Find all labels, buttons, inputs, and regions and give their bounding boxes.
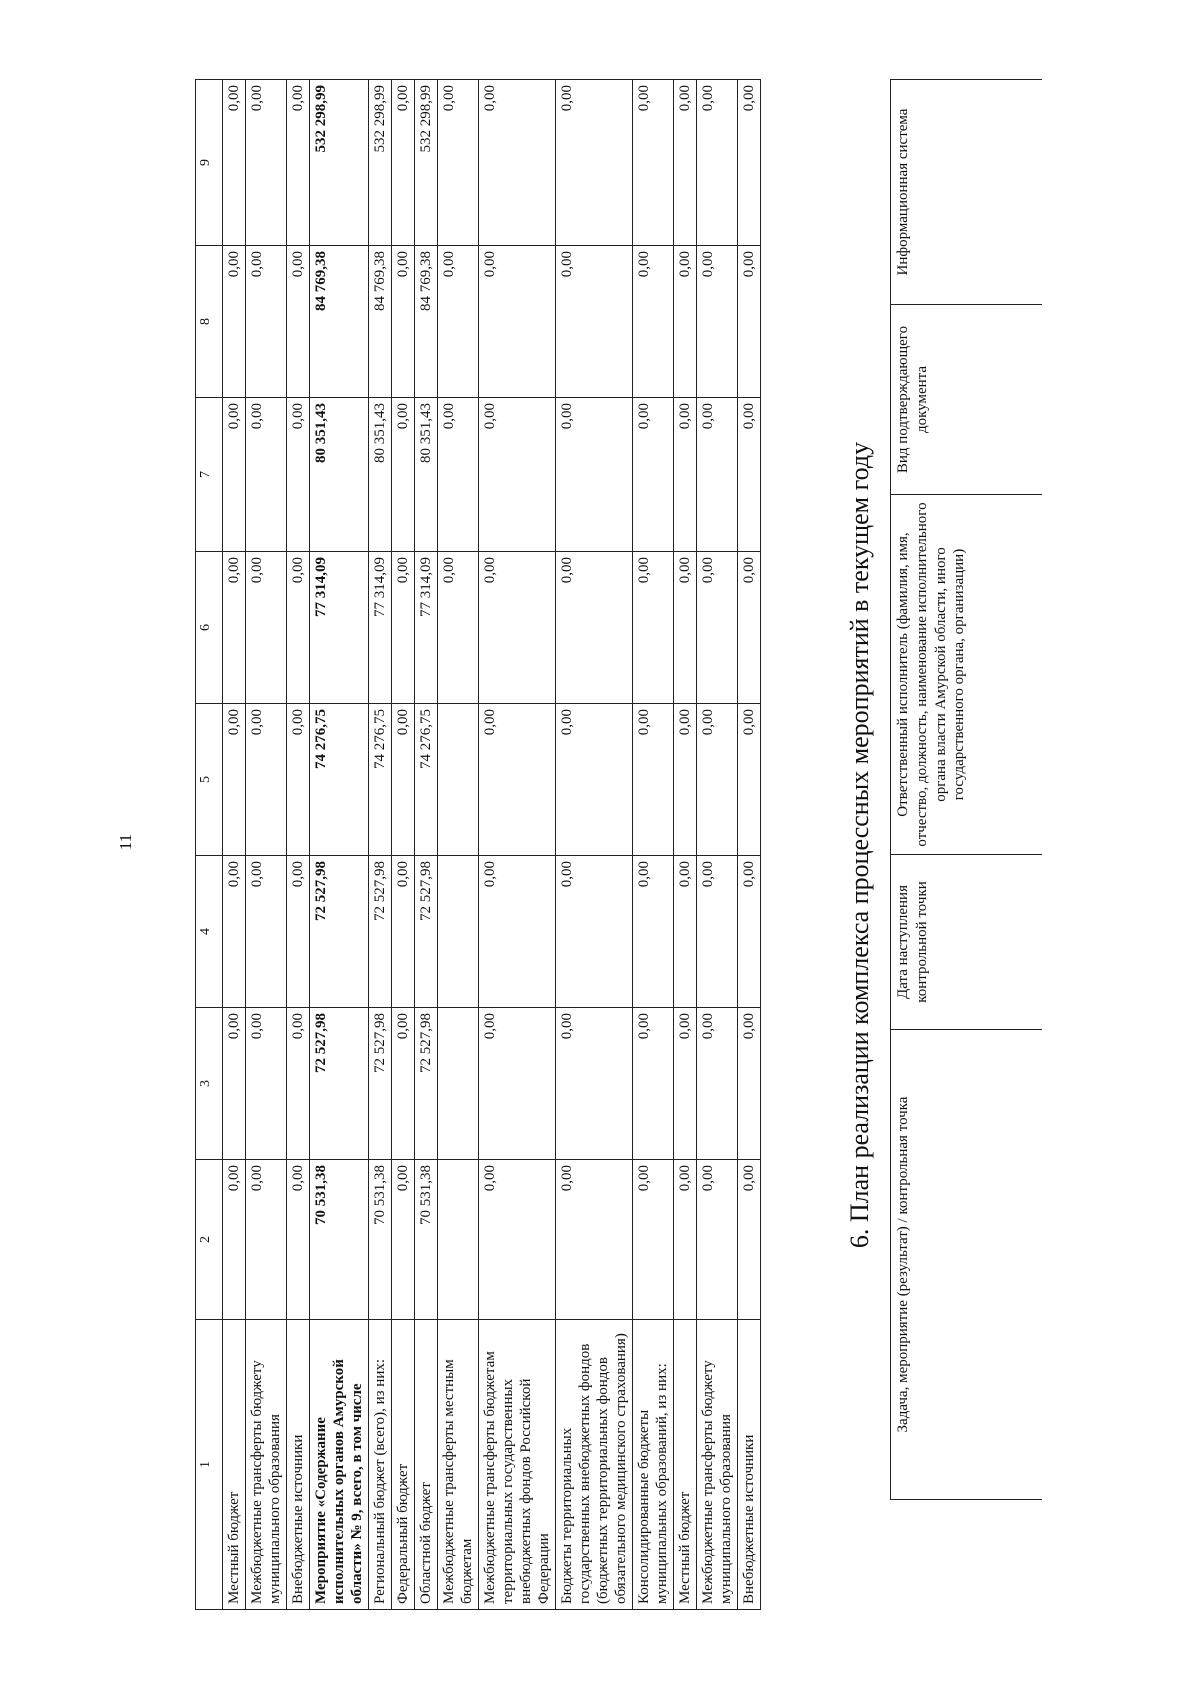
column-header: 6 [196,552,223,704]
table-row [738,80,761,1610]
cell-value: 0,00 [392,1008,415,1160]
cell-value: 0,00 [556,552,633,704]
row-label: Межбюджетные трансферты бюджету муниципального образования [246,1320,287,1610]
section-title: 6. План реализации комплекса процессных мероприятий в текущем году [845,441,874,1249]
cell-value: 80 351,43 [369,398,392,552]
cell-value: 0,00 [633,246,674,398]
cell-value: 0,00 [287,398,310,552]
cell-value: 0,00 [556,1160,633,1320]
cell-value: 0,00 [287,856,310,1008]
cell-value: 0,00 [438,552,479,704]
plan-header-row [891,80,1043,1500]
cell-value: 0,00 [674,246,697,398]
cell-value: 532 298,99 [310,80,369,246]
cell-value: 0,00 [392,552,415,704]
cell-value: 80 351,43 [310,398,369,552]
cell-value: 70 531,38 [310,1160,369,1320]
cell-value: 0,00 [697,552,738,704]
rotated-content [195,80,1045,1610]
cell-value: 0,00 [223,704,246,856]
plan-column-header: Информационная система [891,80,1043,305]
cell-value: 77 314,09 [310,552,369,704]
cell-value: 0,00 [246,1008,287,1160]
cell-value: 0,00 [738,552,761,704]
cell-value: 0,00 [223,80,246,246]
cell-value: 0,00 [697,246,738,398]
table-row [223,80,246,1610]
column-header: 5 [196,704,223,856]
cell-value: 0,00 [697,80,738,246]
column-header: 2 [196,1160,223,1320]
cell-value: 0,00 [223,552,246,704]
cell-value: 70 531,38 [415,1160,438,1320]
cell-value: 0,00 [674,398,697,552]
table-row [369,80,392,1610]
cell-value: 0,00 [633,1008,674,1160]
cell-value: 0,00 [392,856,415,1008]
cell-value: 72 527,98 [415,1008,438,1160]
cell-value: 0,00 [633,704,674,856]
cell-value: 0,00 [392,398,415,552]
cell-value: 0,00 [223,1160,246,1320]
column-header: 7 [196,398,223,552]
row-label: Местный бюджет [223,1320,246,1610]
cell-value: 0,00 [438,246,479,398]
cell-value: 72 527,98 [415,856,438,1008]
row-label: Межбюджетные трансферты местным бюджетам [438,1320,479,1610]
cell-value: 0,00 [697,704,738,856]
column-header: 3 [196,1008,223,1160]
plan-column-header: Дата наступления контрольной точки [891,855,1043,1030]
cell-value: 0,00 [674,80,697,246]
table-row [246,80,287,1610]
cell-value: 77 314,09 [369,552,392,704]
cell-value: 0,00 [556,246,633,398]
cell-value: 84 769,38 [415,246,438,398]
cell-value: 0,00 [633,80,674,246]
row-label: Внебюджетные источники [738,1320,761,1610]
cell-value: 0,00 [287,704,310,856]
cell-value [438,1008,479,1160]
cell-value: 0,00 [246,398,287,552]
table-row [415,80,438,1610]
cell-value: 74 276,75 [415,704,438,856]
cell-value: 0,00 [674,856,697,1008]
budget-table-body [223,80,761,1610]
cell-value: 0,00 [556,80,633,246]
cell-value: 0,00 [246,80,287,246]
table-row [479,80,556,1610]
cell-value: 0,00 [674,704,697,856]
cell-value: 0,00 [633,856,674,1008]
cell-value: 0,00 [697,856,738,1008]
cell-value: 74 276,75 [369,704,392,856]
cell-value [438,704,479,856]
table-row [438,80,479,1610]
table-row [674,80,697,1610]
table-row [310,80,369,1610]
column-header: 8 [196,246,223,398]
cell-value: 0,00 [674,552,697,704]
cell-value: 0,00 [556,856,633,1008]
row-label: Федеральный бюджет [392,1320,415,1610]
cell-value: 84 769,38 [369,246,392,398]
cell-value: 0,00 [697,1008,738,1160]
table-row [697,80,738,1610]
column-header: 1 [196,1320,223,1610]
cell-value: 0,00 [556,1008,633,1160]
row-label: Внебюджетные источники [287,1320,310,1610]
cell-value [438,1160,479,1320]
cell-value: 0,00 [479,398,556,552]
cell-value: 0,00 [392,80,415,246]
cell-value: 0,00 [287,1008,310,1160]
cell-value: 0,00 [246,1160,287,1320]
cell-value: 0,00 [223,246,246,398]
cell-value: 74 276,75 [310,704,369,856]
row-label: Областной бюджет [415,1320,438,1610]
cell-value: 0,00 [246,856,287,1008]
cell-value: 0,00 [223,398,246,552]
row-label: Местный бюджет [674,1320,697,1610]
cell-value: 0,00 [697,1160,738,1320]
cell-value: 0,00 [738,704,761,856]
cell-value: 0,00 [738,80,761,246]
cell-value: 0,00 [438,398,479,552]
cell-value: 0,00 [223,856,246,1008]
cell-value: 0,00 [287,1160,310,1320]
cell-value: 0,00 [392,704,415,856]
plan-table [890,79,1042,1500]
cell-value: 0,00 [674,1160,697,1320]
row-label: Бюджеты территориальных государственных внебюджетных фондов (бюджетных территориальных фондов обязательного медицинского страхования) [556,1320,633,1610]
budget-header-row [196,80,223,1610]
cell-value: 0,00 [738,1008,761,1160]
cell-value: 72 527,98 [369,856,392,1008]
cell-value: 0,00 [287,80,310,246]
table-row [556,80,633,1610]
cell-value: 0,00 [697,398,738,552]
cell-value: 0,00 [392,1160,415,1320]
cell-value [438,856,479,1008]
row-label: Региональный бюджет (всего), из них: [369,1320,392,1610]
cell-value: 0,00 [479,704,556,856]
cell-value: 0,00 [479,856,556,1008]
cell-value: 0,00 [738,398,761,552]
plan-column-header: Ответственный исполнитель (фамилия, имя, отчество, должность, наименование исполнительного органа власти Амурской области, иного государственного органа, организации) [891,495,1043,855]
cell-value: 0,00 [738,856,761,1008]
cell-value: 0,00 [438,80,479,246]
table-row [392,80,415,1610]
cell-value: 532 298,99 [415,80,438,246]
page-number: 11 [116,833,136,851]
table-row [287,80,310,1610]
row-label: Межбюджетные трансферты бюджетам территориальных государственных внебюджетных фондов Российской Федерации [479,1320,556,1610]
cell-value: 0,00 [479,1008,556,1160]
table-row [633,80,674,1610]
cell-value: 0,00 [246,704,287,856]
cell-value: 0,00 [633,1160,674,1320]
cell-value: 0,00 [633,552,674,704]
cell-value: 0,00 [479,246,556,398]
row-label: Межбюджетные трансферты бюджету муниципального образования [697,1320,738,1610]
cell-value: 77 314,09 [415,552,438,704]
cell-value: 70 531,38 [369,1160,392,1320]
cell-value: 532 298,99 [369,80,392,246]
cell-value: 0,00 [556,398,633,552]
column-header: 9 [196,80,223,246]
cell-value: 0,00 [556,704,633,856]
cell-value: 0,00 [246,552,287,704]
cell-value: 0,00 [246,246,287,398]
cell-value: 0,00 [479,80,556,246]
cell-value: 0,00 [223,1008,246,1160]
row-label: Консолидированные бюджеты муниципальных образований, из них: [633,1320,674,1610]
row-label: Мероприятие «Содержание исполнительных органов Амурской области» № 9, всего, в том числе [310,1320,369,1610]
cell-value: 0,00 [674,1008,697,1160]
budget-table [195,79,761,1610]
cell-value: 0,00 [392,246,415,398]
cell-value: 0,00 [633,398,674,552]
column-header: 4 [196,856,223,1008]
plan-column-header: Вид подтверждающего документа [891,305,1043,495]
cell-value: 80 351,43 [415,398,438,552]
cell-value: 0,00 [738,246,761,398]
cell-value: 72 527,98 [310,856,369,1008]
cell-value: 0,00 [738,1160,761,1320]
cell-value: 0,00 [479,552,556,704]
cell-value: 0,00 [287,552,310,704]
plan-column-header: Задача, мероприятие (результат) / контрольная точка [891,1030,1043,1500]
cell-value: 0,00 [287,246,310,398]
cell-value: 72 527,98 [310,1008,369,1160]
cell-value: 72 527,98 [369,1008,392,1160]
cell-value: 84 769,38 [310,246,369,398]
cell-value: 0,00 [479,1160,556,1320]
